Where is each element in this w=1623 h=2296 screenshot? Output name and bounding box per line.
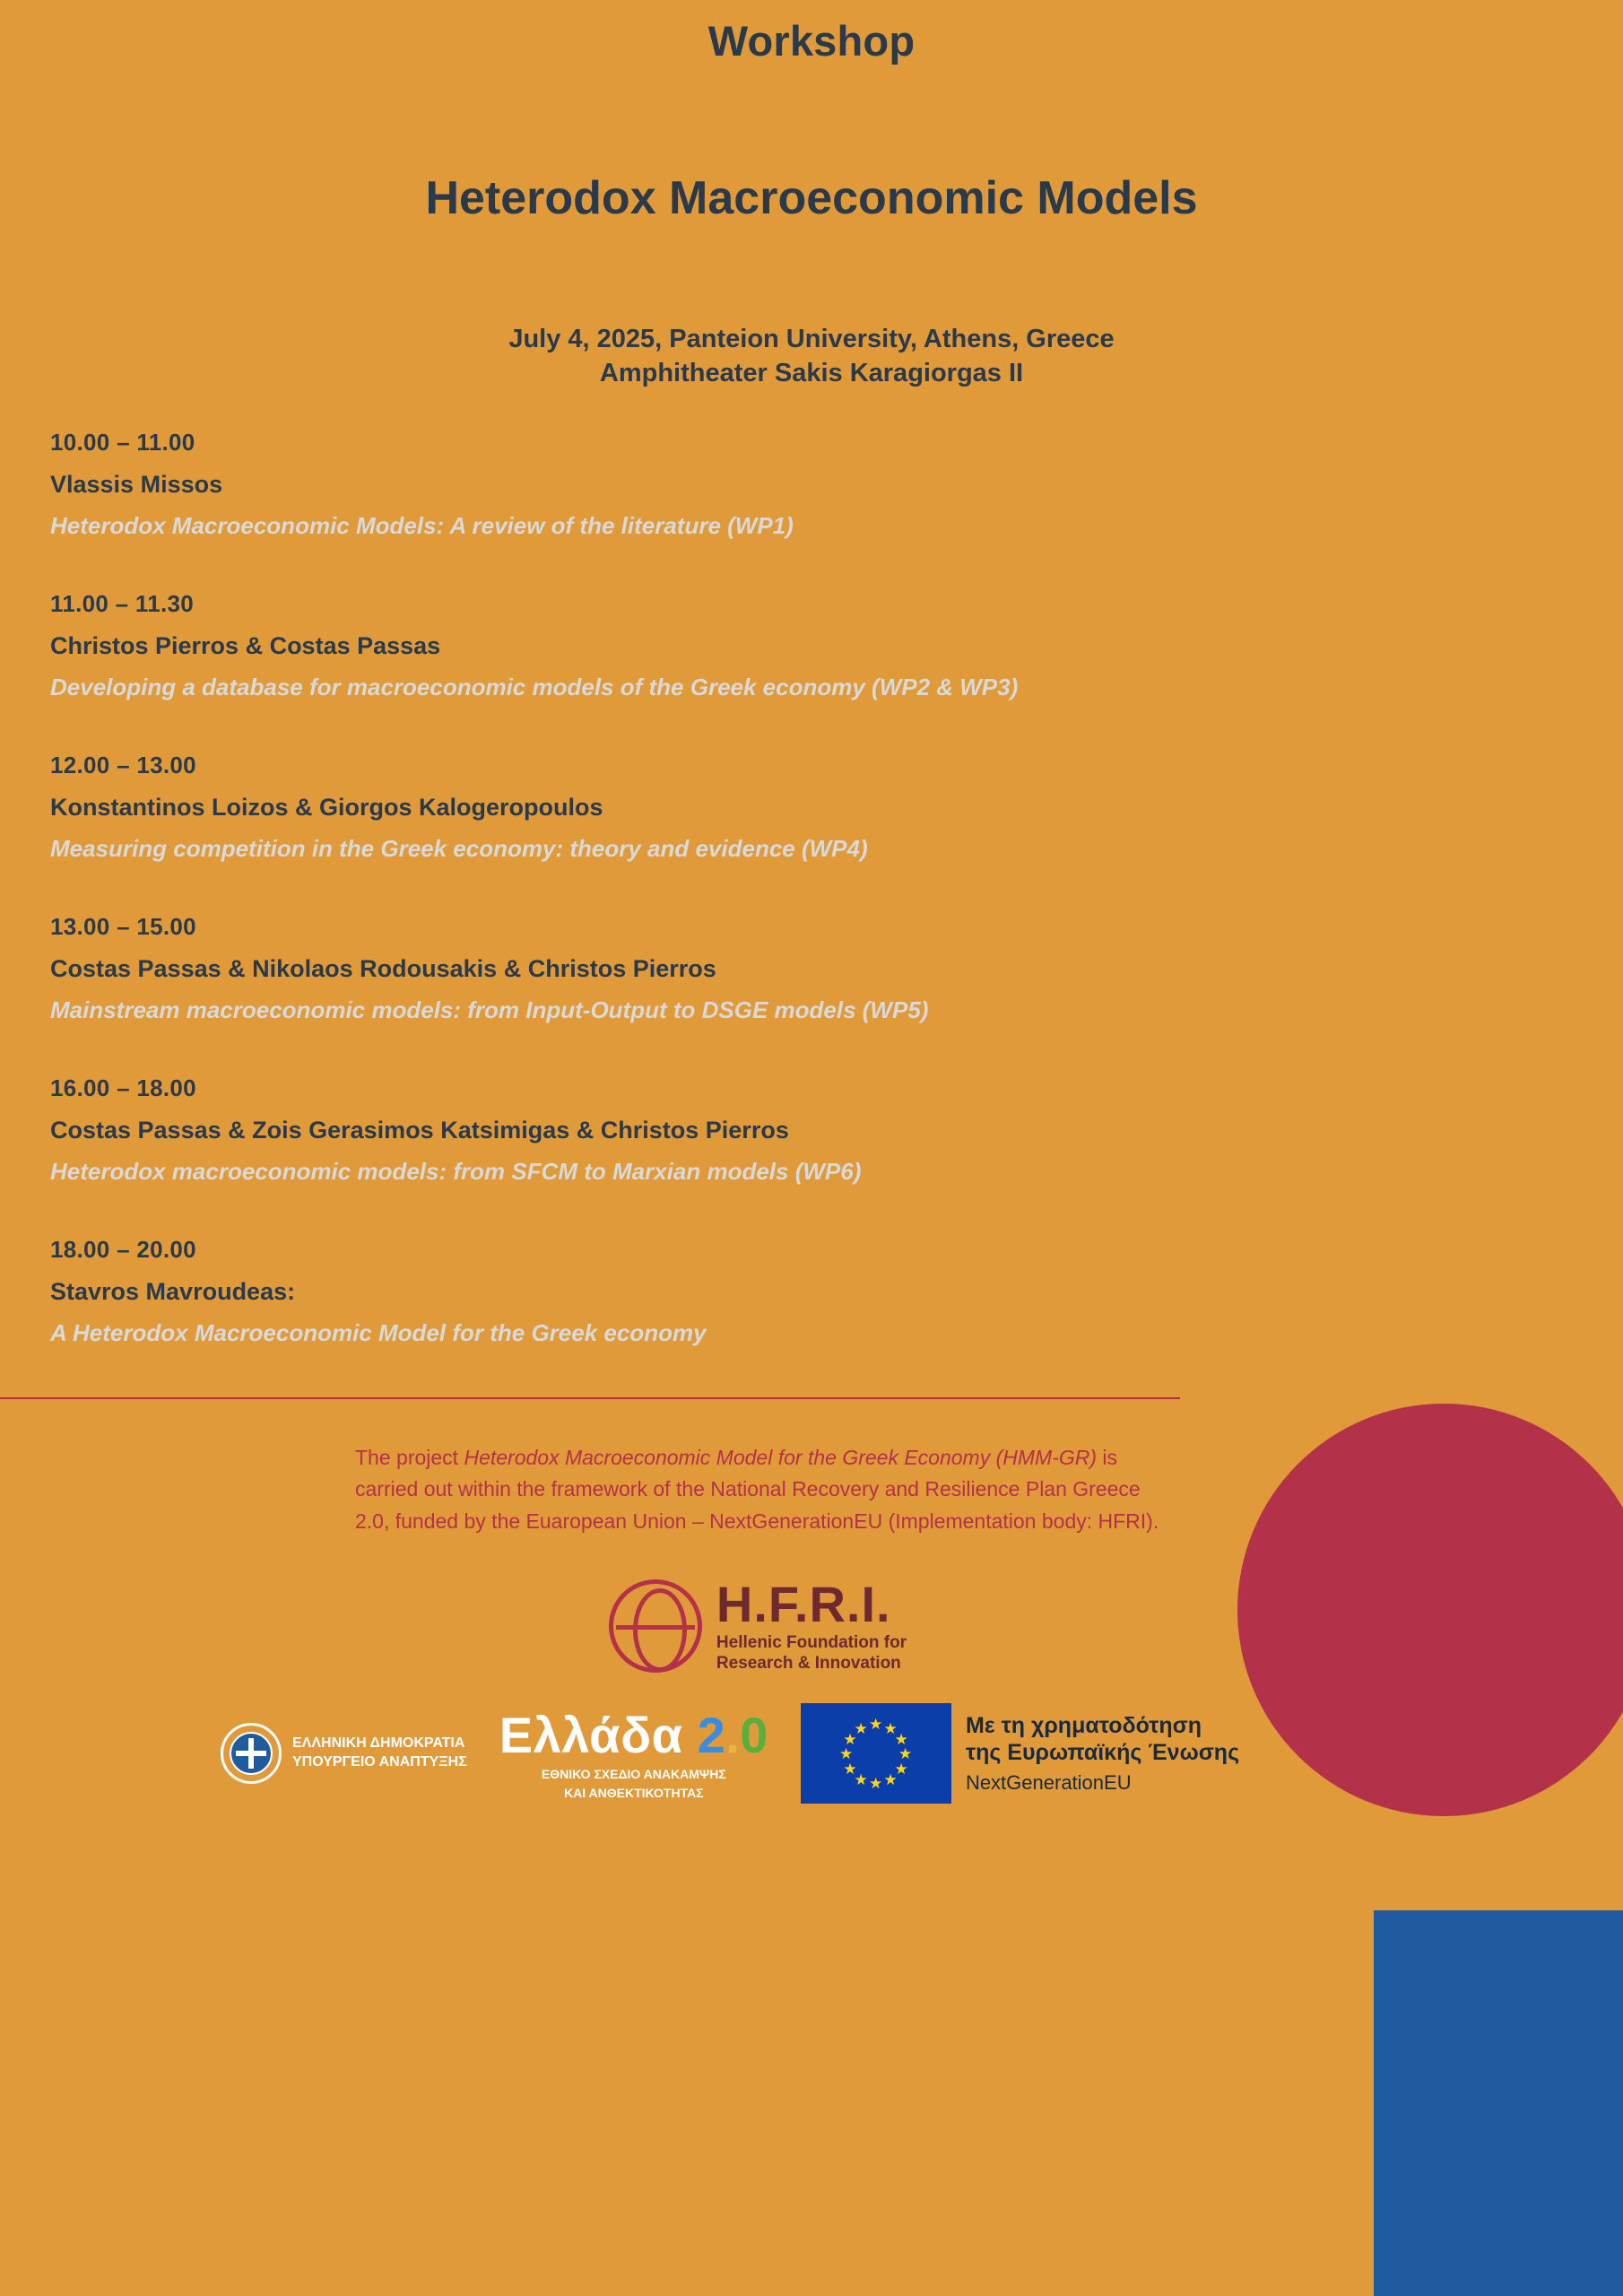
session-time: 12.00 – 13.00 [50, 751, 196, 778]
funding-note [355, 1442, 1162, 1538]
eu-line-2: της Ευρωπαϊκής Ένωσης [965, 1740, 1240, 1766]
hellenic-republic-logo [221, 1723, 467, 1784]
funding-project-name: Heterodox Macroeconomic Model for the Greek Economy (HMM-GR) [464, 1445, 1098, 1469]
hfri-logo-text [716, 1578, 907, 1673]
gov-line-2: ΥΠΟΥΡΓΕΙΟ ΑΝΑΠΤΥΞΗΣ [292, 1754, 467, 1770]
session-talk-title: Mainstream macroeconomic models: from Input-Output to DSGE models (WP5) [50, 996, 929, 1023]
hfri-acronym: H.F.R.I. [716, 1576, 891, 1633]
session-time: 16.00 – 18.00 [50, 1074, 196, 1101]
hfri-subtitle-line-1: Hellenic Foundation for [716, 1633, 907, 1653]
workshop-label: Workshop [707, 17, 916, 65]
session-time: 10.00 – 11.00 [50, 428, 195, 456]
session-speakers: Costas Passas & Nikolaos Rodousakis & Christos Pierros [50, 954, 716, 982]
session-time: 13.00 – 15.00 [50, 912, 196, 940]
session-speakers: Christos Pierros & Costas Passas [50, 631, 441, 659]
session-speakers: Costas Passas & Zois Gerasimos Katsimigas & Christos Pierros [50, 1116, 789, 1144]
divider [0, 1397, 1180, 1399]
hellenic-republic-text [292, 1735, 467, 1772]
list-item [50, 429, 1573, 540]
gov-line-1: ΕΛΛΗΝΙΚΗ ΔΗΜΟΚΡΑΤΙΑ [292, 1735, 465, 1752]
eu-flag-icon: ★ ★ ★ ★ ★ ★ ★ ★ ★ ★ ★ ★ [801, 1703, 951, 1804]
session-talk-title: A Heterodox Macroeconomic Model for the Greek economy [50, 1318, 707, 1346]
session-time: 18.00 – 20.00 [50, 1235, 196, 1263]
session-speakers: Vlassis Missos [50, 470, 223, 498]
session-talk-title: Heterodox macroeconomic models: from SFCM to Marxian models (WP6) [50, 1157, 862, 1185]
ellada-two: 2 [697, 1707, 726, 1764]
greek-emblem-icon [221, 1723, 282, 1784]
list-item [50, 752, 1573, 863]
venue-info [0, 322, 1623, 391]
ellada-subtitle-line-1: ΕΘΝΙΚΟ ΣΧΕΔΙΟ ΑΝΑΚΑΜΨΗΣ [541, 1767, 726, 1782]
schedule-list [0, 429, 1623, 1347]
ellada-subtitle-line-2: ΚΑΙ ΑΝΘΕΚΤΙΚΟΤΗΤΑΣ [564, 1785, 704, 1800]
session-talk-title: Measuring competition in the Greek economy: theory and evidence (WP4) [50, 834, 868, 862]
ellada-wordmark [499, 1706, 768, 1764]
ellada-word: Ελλάδα [499, 1707, 683, 1764]
eu-funding-text [966, 1712, 1239, 1795]
list-item [50, 913, 1573, 1024]
ellada-zero: 0 [740, 1707, 768, 1764]
session-talk-title: Heterodox Macroeconomic Models: A review of the literature (WP1) [50, 511, 794, 539]
session-speakers: Konstantinos Loizos & Giorgos Kalogeropoulos [50, 793, 603, 821]
funders-row [0, 1703, 1623, 1804]
funding-text-part2: is carried out within the framework of the National Recovery and Resilience Plan Greece 2.0, funded by the Euaropean Union – NextGenerationEU (Implementation body: HFRI). [355, 1445, 1159, 1533]
eu-funding-logo [801, 1703, 1239, 1804]
logo-area [0, 1578, 1623, 1804]
session-speakers: Stavros Mavroudeas: [50, 1277, 296, 1305]
venue-line-1: July 4, 2025, Panteion University, Athens, Greece [508, 325, 1115, 353]
list-item [50, 1236, 1573, 1347]
ellada-2-0-logo [499, 1706, 768, 1800]
list-item [50, 590, 1573, 701]
venue-line-2: Amphitheater Sakis Karagiorgas II [599, 359, 1024, 388]
eu-line-1: Με τη χρηματοδότηση [965, 1713, 1202, 1739]
page-title: Heterodox Macroeconomic Models [425, 172, 1198, 224]
ellada-dot: . [725, 1707, 741, 1764]
session-time: 11.00 – 11.30 [50, 589, 195, 617]
hfri-logo [0, 1578, 1623, 1673]
hfri-subtitle-line-2: Research & Innovation [716, 1654, 901, 1674]
list-item [50, 1074, 1573, 1186]
funding-text-part1: The project [355, 1445, 464, 1469]
eu-line-3: NextGenerationEU [965, 1771, 1132, 1795]
hfri-emblem-icon [609, 1579, 702, 1673]
poster-header [0, 0, 1623, 391]
session-talk-title: Developing a database for macroeconomic models of the Greek economy (WP2 & WP3) [50, 673, 1019, 700]
